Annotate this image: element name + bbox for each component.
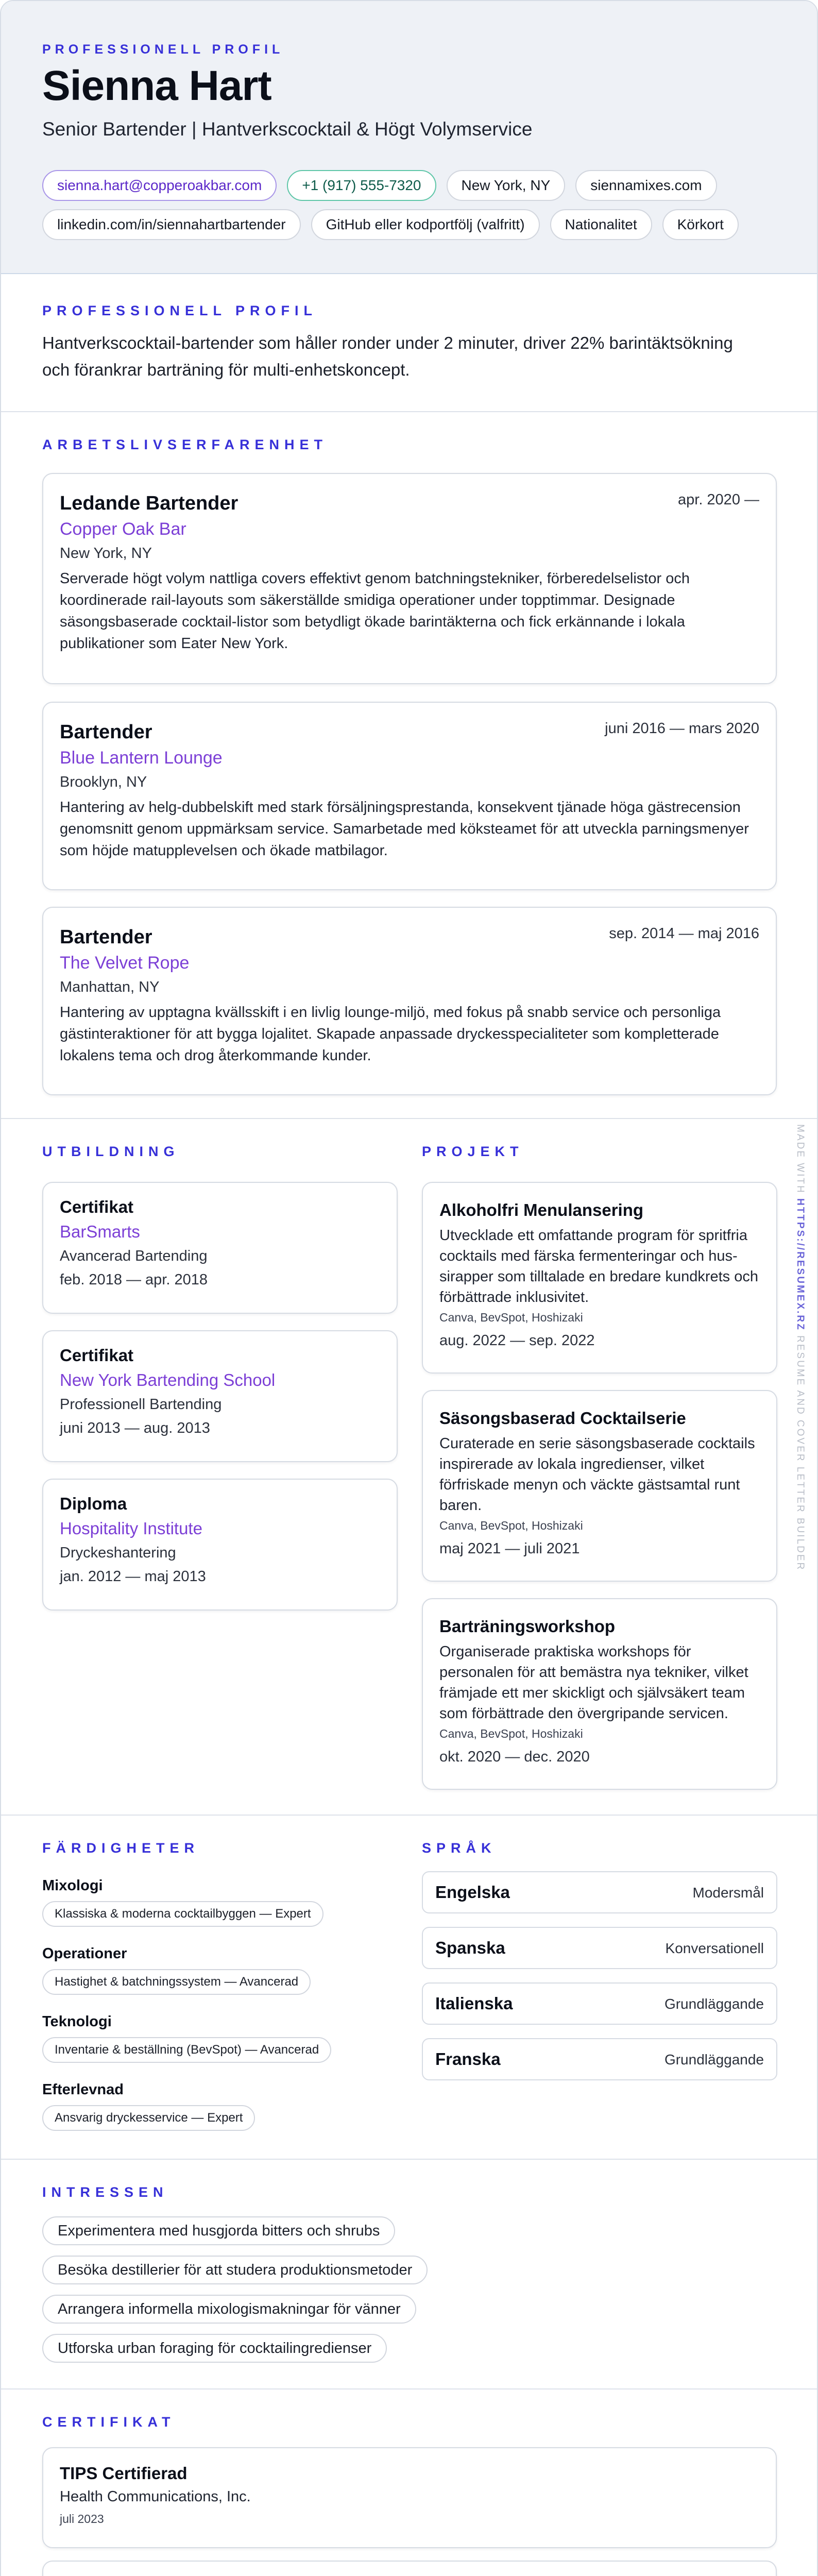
project-card	[422, 1182, 777, 1374]
language-row	[422, 1927, 777, 1969]
certificates-heading: CERTIFIKAT	[42, 2414, 176, 2430]
builder-watermark	[795, 1124, 818, 1571]
project-card	[422, 1598, 777, 1790]
license-chip: Körkort	[662, 209, 739, 240]
language-row	[422, 2038, 777, 2080]
project-description: Utvecklade ett omfattande program för spritfria cocktails med färska fermenteringar och hus-sirapper som tilltalade en bredare kundkrets och förbättrade inklusivitet.	[439, 1227, 758, 1306]
education-dates: feb. 2018 — apr. 2018	[60, 1272, 208, 1288]
portfolio-chip: GitHub eller kodportfölj (valfritt)	[311, 209, 540, 240]
education-projects-section	[1, 1119, 817, 1816]
contact-row-1	[42, 170, 717, 201]
phone-link[interactable]: +1 (917) 555-7320	[287, 170, 436, 201]
candidate-name: Sienna Hart	[42, 62, 271, 109]
education-card	[42, 1330, 398, 1462]
watermark-prefix: MADE WITH	[795, 1124, 806, 1198]
education-field: Dryckeshantering	[60, 1545, 176, 1561]
education-field: Avancerad Bartending	[60, 1248, 208, 1264]
project-title: Alkoholfri Menulansering	[439, 1200, 644, 1219]
interest-chip: Besöka destillerier för att studera produktionsmetoder	[42, 2256, 428, 2284]
job-title: Bartender	[60, 926, 152, 948]
language-level: Modersmål	[692, 1885, 764, 1901]
job-location: Brooklyn, NY	[60, 774, 147, 790]
certificate-title: TIPS Certifierad	[60, 2464, 188, 2483]
interest-chip: Experimentera med husgjorda bitters och shrubs	[42, 2216, 395, 2245]
project-tools: Canva, BevSpot, Hoshizaki	[439, 1519, 583, 1532]
job-location: Manhattan, NY	[60, 979, 160, 995]
education-degree: Certifikat	[60, 1197, 134, 1216]
project-description: Curaterade en serie säsongsbaserade cocktails inspirerade av lokala ingredienser, vilket förfriskade menyn och väckte gästsamtal runt baren.	[439, 1435, 755, 1514]
watermark-suffix: RESUME AND COVER LETTER BUILDER	[795, 1331, 806, 1571]
education-field: Professionell Bartending	[60, 1396, 222, 1413]
certificate-card	[42, 2561, 777, 2576]
skill-chip: Inventarie & beställning (BevSpot) — Avancerad	[42, 2037, 331, 2063]
project-title: Barträningsworkshop	[439, 1617, 616, 1636]
skill-category: Efterlevnad	[42, 2081, 124, 2098]
job-description: Hantering av helg-dubbelskift med stark försäljningsprestanda, konsekvent tjänade höga gästrecension genomsnitt genom uppmärksam service. Samarbetade med köksteamet för att utveckla parningsmenyer som höjde matupplevelsen och ökade matbilagor.	[60, 799, 749, 859]
contact-row-2	[42, 209, 739, 240]
languages-heading: SPRÅK	[422, 1840, 497, 1856]
job-location: New York, NY	[60, 545, 152, 562]
profile-heading: PROFESSIONELL PROFIL	[42, 303, 318, 318]
skill-category: Operationer	[42, 1945, 127, 1962]
job-dates: sep. 2014 — maj 2016	[609, 925, 759, 942]
interests-heading: INTRESSEN	[42, 2184, 168, 2200]
certificates-section	[1, 2389, 817, 2576]
skill-chip: Ansvarig dryckesservice — Expert	[42, 2105, 255, 2131]
skill-chip: Klassiska & moderna cocktailbyggen — Expert	[42, 1901, 323, 1927]
job-title: Bartender	[60, 721, 152, 743]
candidate-role: Senior Bartender | Hantverkscocktail & Högt Volymservice	[42, 118, 533, 140]
job-description: Hantering av upptagna kvällsskift i en livlig lounge-miljö, med fokus på snabb service och personliga gästinteraktioner för att bygga lojalitet. Skapade anpassade dryckesspecialiteter som kompletterade lokalens tema och drog återkommande kunder.	[60, 1004, 721, 1064]
skills-languages-section	[1, 1816, 817, 2160]
certificate-issuer: Health Communications, Inc.	[60, 2488, 251, 2505]
language-row	[422, 1982, 777, 2025]
header-kicker: PROFESSIONELL PROFIL	[42, 42, 284, 57]
language-level: Grundläggande	[664, 2052, 764, 2067]
project-tools: Canva, BevSpot, Hoshizaki	[439, 1311, 583, 1324]
skill-chip: Hastighet & batchningssystem — Avancerad	[42, 1969, 311, 1995]
education-card	[42, 1479, 398, 1611]
interests-section	[1, 2160, 817, 2389]
education-institution: Hospitality Institute	[60, 1519, 202, 1538]
resume-header	[1, 1, 817, 274]
job-card	[42, 907, 777, 1095]
skill-category: Teknologi	[42, 2013, 112, 2030]
experience-heading: ARBETSLIVSERFARENHET	[42, 437, 328, 452]
watermark-text	[794, 1124, 806, 1571]
education-dates: juni 2013 — aug. 2013	[60, 1420, 210, 1436]
language-level: Konversationell	[665, 1940, 764, 1956]
certificate-date: juli 2023	[60, 2512, 104, 2526]
job-employer: The Velvet Rope	[60, 953, 190, 973]
education-degree: Certifikat	[60, 1346, 134, 1365]
job-card	[42, 702, 777, 890]
project-dates: maj 2021 — juli 2021	[439, 1540, 580, 1557]
project-title: Säsongsbaserad Cocktailserie	[439, 1409, 686, 1428]
skill-category: Mixologi	[42, 1877, 103, 1894]
certificate-card	[42, 2447, 777, 2548]
education-institution: BarSmarts	[60, 1222, 140, 1241]
job-description: Serverade högt volym nattliga covers effektivt genom batchningstekniker, förberedelselistor och koordinerade rail-layouts som säkerställde smidiga operationer under topptimmar. Designade säsongsbaserade cocktail-listor som betydligt ökade barintäkterna och fick erkännande i lokala publikationer som Eater New York.	[60, 570, 690, 652]
language-name: Italienska	[435, 1994, 513, 2013]
location-chip: New York, NY	[447, 170, 566, 201]
education-dates: jan. 2012 — maj 2013	[60, 1568, 206, 1585]
job-employer: Copper Oak Bar	[60, 519, 186, 539]
job-employer: Blue Lantern Lounge	[60, 748, 223, 768]
linkedin-link[interactable]: linkedin.com/in/siennahartbartender	[42, 209, 301, 240]
job-card	[42, 473, 777, 684]
education-heading: UTBILDNING	[42, 1144, 180, 1159]
profile-section	[1, 274, 817, 412]
interest-chip: Arrangera informella mixologismakningar för vänner	[42, 2295, 416, 2324]
website-link[interactable]: siennamixes.com	[575, 170, 717, 201]
profile-text: Hantverkscocktail-bartender som håller ronder under 2 minuter, driver 22% barintäktsökning och förankrar barträning för multi-enhetskoncept.	[42, 333, 733, 379]
language-row	[422, 1871, 777, 1913]
nationality-chip: Nationalitet	[550, 209, 652, 240]
education-degree: Diploma	[60, 1494, 127, 1513]
education-card	[42, 1182, 398, 1314]
education-institution: New York Bartending School	[60, 1370, 276, 1389]
language-level: Grundläggande	[664, 1996, 764, 2012]
project-tools: Canva, BevSpot, Hoshizaki	[439, 1727, 583, 1740]
job-dates: apr. 2020 —	[678, 492, 759, 508]
email-link[interactable]: sienna.hart@copperoakbar.com	[42, 170, 277, 201]
job-title: Ledande Bartender	[60, 493, 238, 514]
project-description: Organiserade praktiska workshops för personalen för att bemästra nya tekniker, vilket främjade ett mer skickligt och självsäkert team som förbättrade den övergripande servicen.	[439, 1643, 748, 1722]
job-dates: juni 2016 — mars 2020	[605, 720, 759, 737]
watermark-link[interactable]: HTTPS://RESUMEX.RZ	[795, 1198, 806, 1331]
project-dates: okt. 2020 — dec. 2020	[439, 1749, 590, 1765]
project-card	[422, 1390, 777, 1582]
projects-heading: PROJEKT	[422, 1144, 524, 1159]
experience-section	[1, 412, 817, 1119]
language-name: Engelska	[435, 1883, 510, 1902]
language-name: Spanska	[435, 1938, 505, 1957]
language-name: Franska	[435, 2049, 501, 2069]
skills-heading: FÄRDIGHETER	[42, 1840, 199, 1856]
project-dates: aug. 2022 — sep. 2022	[439, 1332, 595, 1349]
interest-chip: Utforska urban foraging för cocktailingredienser	[42, 2334, 387, 2363]
